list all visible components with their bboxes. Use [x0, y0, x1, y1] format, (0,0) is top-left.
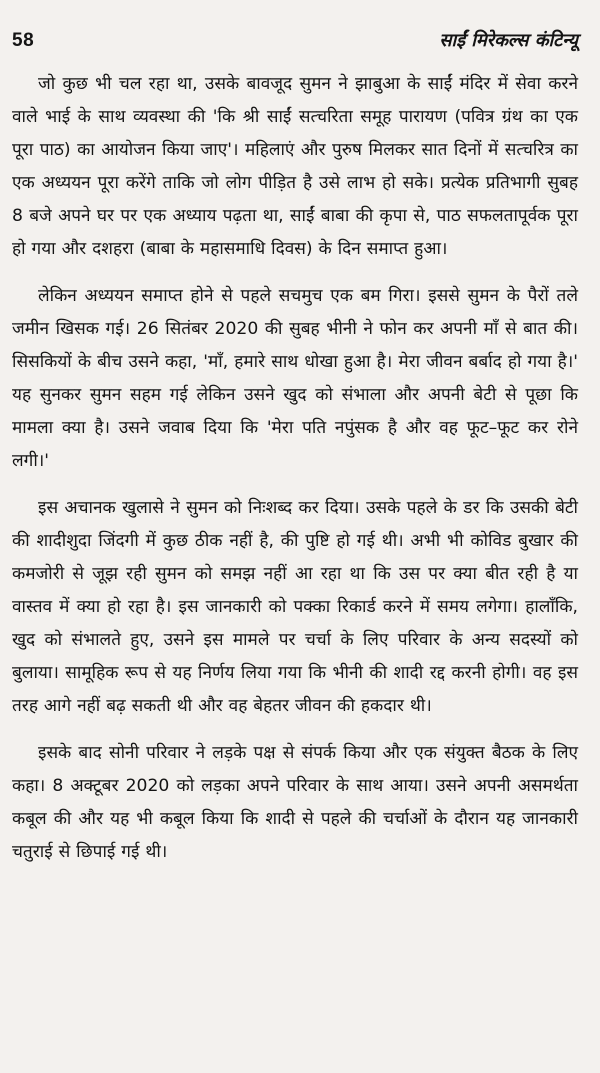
body-text	[12, 68, 578, 869]
paragraph-1: जो कुछ भी चल रहा था, उसके बावजूद सुमन ने झाबुआ के साईं मंदिर में सेवा करने वाले भाई के साथ व्यवस्था की 'कि श्री साईं सत्चरिता समूह पारायण (पवित्र ग्रंथ का एक पूरा पाठ) का आयोजन किया जाए'। महिलाएं और पुरुष मिलकर सात दिनों में सत्चरित्र का एक अध्ययन पूरा करेंगे ताकि जो लोग पीड़ित है उसे लाभ हो सके। प्रत्येक प्रतिभागी सुबह 8 बजे अपने घर पर एक अध्याय पढ़ता था, साईं बाबा की कृपा से, पाठ सफलतापूर्वक पूरा हो गया और दशहरा (बाबा के महासमाधि दिवस) के दिन समाप्त हुआ।	[12, 74, 578, 259]
paragraph-3: इस अचानक खुलासे ने सुमन को निःशब्द कर दिया। उसके पहले के डर कि उसकी बेटी की शादीशुदा जिंदगी में कुछ ठीक नहीं है, की पुष्टि हो गई थी। अभी भी कोविड बुखार की कमजोरी से जूझ रही सुमन को समझ नहीं आ रहा था कि उस पर क्या बीत रही है या वास्तव में क्या हो रहा है। इस जानकारी को पक्का रिकार्ड करने में समय लगेगा। हालाँकि, खुद को संभालते हुए, उसने इस मामले पर चर्चा के लिए परिवार के अन्य सदस्यों को बुलाया। सामूहिक रूप से यह निर्णय लिया गया कि भीनी की शादी रद्द करनी होगी। वह इस तरह आगे नहीं बढ़ सकती थी और वह बेहतर जीवन की हकदार थी।	[12, 498, 578, 716]
running-title: साईं मिरेकल्स कंटिन्यू	[439, 30, 578, 51]
paragraph-4: इसके बाद सोनी परिवार ने लड़के पक्ष से संपर्क किया और एक संयुक्त बैठक के लिए कहा। 8 अक्टूबर 2020 को लड़का अपने परिवार के साथ आया। उसने अपनी असमर्थता कबूल की और यह भी कबूल किया कि शादी से पहले की चर्चाओं के दौरान यह जानकारी चतुराई से छिपाई गई थी।	[12, 743, 578, 862]
paragraph-2: लेकिन अध्ययन समाप्त होने से पहले सचमुच एक बम गिरा। इससे सुमन के पैरों तले जमीन खिसक गई। 26 सितंबर 2020 की सुबह भीनी ने फोन कर अपनी माँ से बात की। सिसकियों के बीच उसने कहा, 'माँ, हमारे साथ धोखा हुआ है। मेरा जीवन बर्बाद हो गया है।' यह सुनकर सुमन सहम गई लेकिन उसने खुद को संभाला और अपनी बेटी से पूछा कि मामला क्या है। उसने जवाब दिया कि 'मेरा पति नपुंसक है और वह फूट–फूट कर रोने लगी।'	[12, 286, 578, 471]
page-header	[12, 28, 578, 62]
page-number: 58	[12, 30, 35, 51]
